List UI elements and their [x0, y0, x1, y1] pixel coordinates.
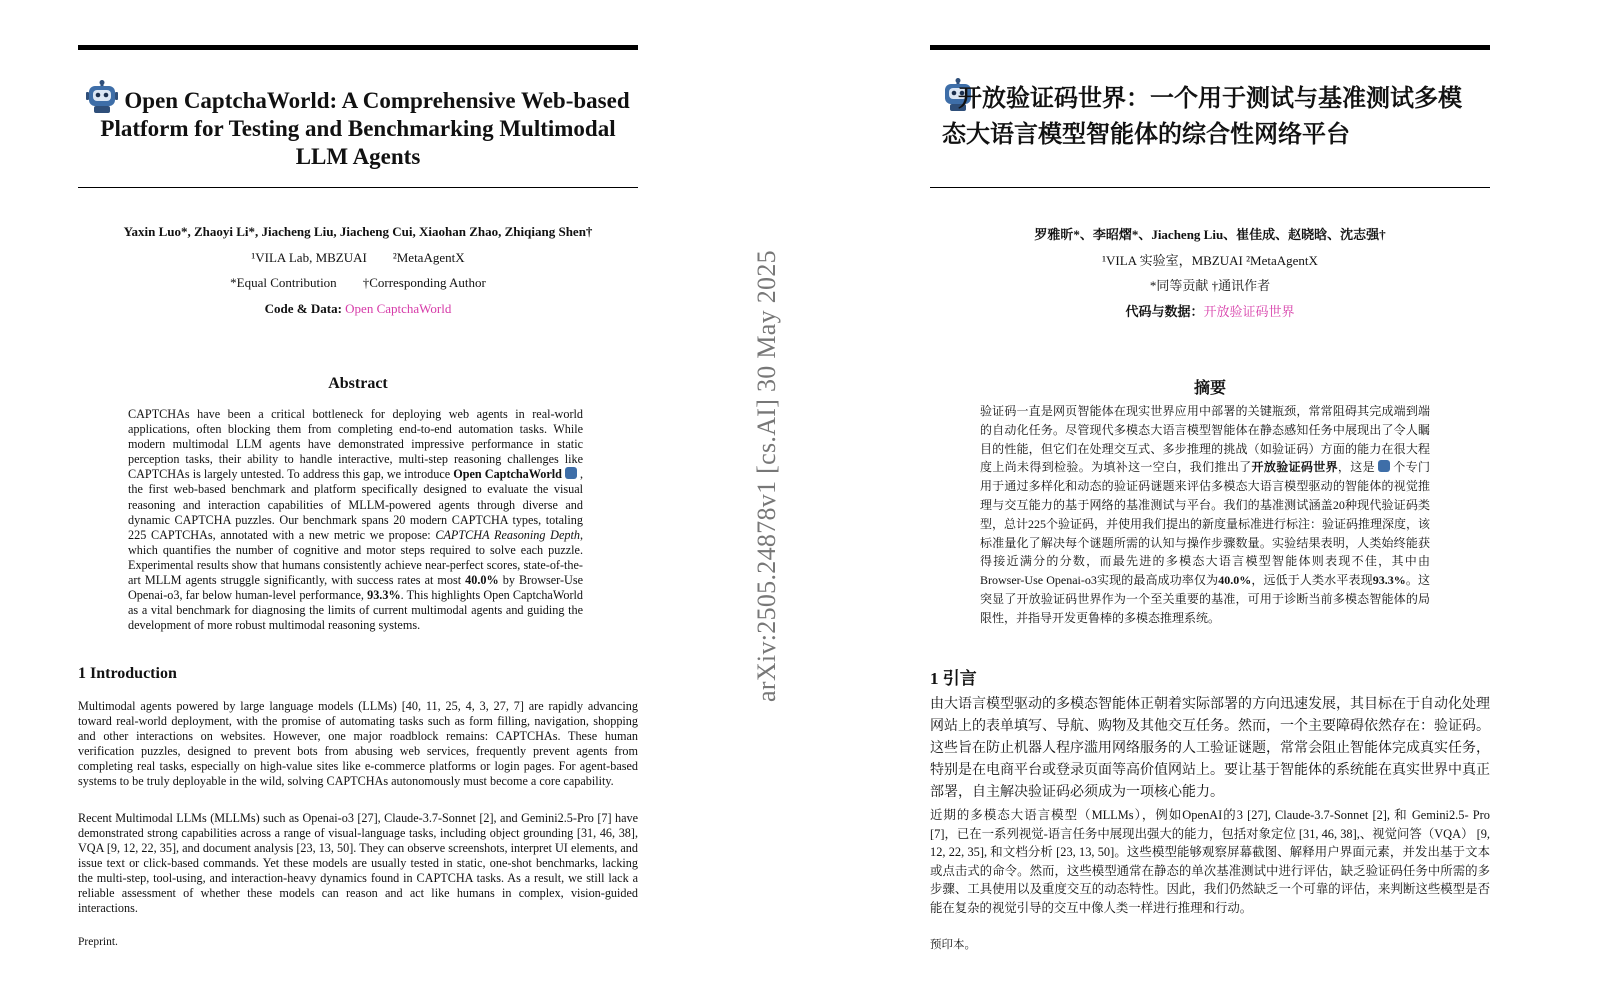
preprint-footer-zh: 预印本。 [930, 939, 976, 951]
introduction-heading: 1 Introduction [78, 665, 177, 682]
robot-mini-icon [1378, 460, 1390, 472]
affiliations-zh: ¹VILA 实验室，MBZUAI ²MetaAgentX [1102, 253, 1318, 268]
agent-success-rate: 40.0% [465, 573, 499, 588]
intro-paragraph-2: Recent Multimodal LLMs (MLLMs) such as Openai-o3 [27], Claude-3.7-Sonnet [2], and Gemini2.5-Pro [7] have demonstrated strong capabilities across a range of visual-language tasks, including object grounding [31, 46, 38], VQA [9, 12, 22, 35], and document analysis [23, 13, 50]. They can observe screenshots, interpret UI elements, and issue text or click-based commands. Yet these models are usually tested in static, one-shot benchmarks, lacking the multi-step, tool-using, and interaction-heavy dynamics found in CAPTCHA tasks. As a result, we still lack a reliable assessment of whether these models can reason and act like humans in complex, vision-guided interactions. [78, 811, 638, 915]
page-chinese [930, 0, 1490, 1000]
intro-paragraph-2-zh: 近期的多模态大语言模型（MLLMs），例如OpenAI的3 [27], Claude-3.7-Sonnet [2], 和 Gemini2.5- Pro [7]，已在一系列视觉-语言任务中展现出强大的能力，包括对象定位 [31, 46, 38],、视觉问答（VQA） [9, 12, 22, 35], 和文档分析 [23, 13, 50]。这些模型能够观察屏幕截图、解释用户界面元素，并发出基于文本或点击式的命令。然而，这些模型通常在静态的单次基准测试中进行评估，缺乏验证码任务中所需的多步骤、工具使用以及重度交互的动态特性。因此，我们仍然缺乏一个可靠的评估，来判断这些模型是否能在复杂的视觉引导的交互中像人类一样进行推理和行动。 [930, 808, 1490, 915]
robot-logo-icon [86, 80, 118, 114]
project-name: 开放验证码世界 [1251, 460, 1338, 475]
code-data-link[interactable]: 开放验证码世界 [1203, 304, 1295, 319]
robot-mini-icon [565, 467, 577, 479]
abstract-body: CAPTCHAs have been a critical bottleneck for deploying web agents in real-world applications, often blocking them from completing end-to-end automation tasks. While modern multimodal LLM agents have demonstrated impressive performance in static perception tasks, their ability to handle interactive, multi-step reasoning challenges like CAPTCHAs is largely untested. To address this gap, we introduce Open CaptchaWorld , the first web-based benchmark and platform specifically designed to evaluate the visual reasoning and interaction capabilities of MLLM-powered agents through diverse and dynamic CAPTCHA puzzles. Our benchmark spans 20 modern CAPTCHA types, totaling 225 CAPTCHAs, annotated with a new metric we propose: CAPTCHA Reasoning Depth, which quantifies the number of cognitive and motor steps required to solve each puzzle. Experimental results show that humans consistently achieve near-perfect scores, state-of-the-art MLLM agents struggle significantly, with success rates at most 40.0% by Browser-Use Openai-o3, far below human-level performance, 93.3%. This highlights Open CaptchaWorld as a vital benchmark for diagnosing the limits of current multimodal agents and guiding the development of more robust multimodal reasoning systems. [128, 407, 584, 633]
code-data-label: 代码与数据： [1125, 304, 1204, 319]
affiliation-2: ²MetaAgentX [392, 250, 465, 265]
paper-title: Open CaptchaWorld: A Comprehensive Web-based Platform for Testing and Benchmarking Multimodal LLM Agents [78, 80, 638, 171]
author-list-zh: 罗雅昕*、李昭熠*、Jiacheng Liu、崔佳成、赵晓晗、沈志强† [1034, 227, 1386, 242]
top-rule [930, 45, 1490, 50]
abstract-heading-zh: 摘要 [1193, 380, 1226, 397]
human-success-rate: 93.3% [367, 588, 401, 603]
arxiv-identifier: arXiv:2505.24878v1 [cs.AI] 30 May 2025 [752, 250, 781, 702]
affiliations [78, 250, 638, 266]
title-rule [930, 187, 1490, 188]
code-data-line [78, 301, 638, 317]
code-data-line-zh [930, 301, 1490, 320]
preprint-footer: Preprint. [78, 936, 118, 948]
corresponding-author-note: †Corresponding Author [362, 275, 486, 290]
code-data-link[interactable]: Open CaptchaWorld [345, 301, 452, 316]
human-success-rate: 93.3% [1372, 573, 1406, 588]
intro-paragraph-1: Multimodal agents powered by large language models (LLMs) [40, 11, 25, 4, 3, 27, 7] are rapidly advancing toward real-world deployment, with the promise of automating tasks such as form filling, navigation, shopping and other interactions on websites. However, one major roadblock remains: CAPTCHAs. These human verification puzzles, designed to prevent bots from abusing web services, frequently prevent agents from completing real tasks, especially on high-value sites like e-commerce platforms or login pages. For agent-based systems to be truly deployable in the wild, solving CAPTCHAs autonomously must become a core capability. [78, 699, 638, 788]
top-rule [78, 45, 638, 50]
abstract-heading: Abstract [328, 375, 388, 392]
project-name: Open CaptchaWorld [453, 467, 562, 482]
intro-paragraph-1-zh: 由大语言模型驱动的多模态智能体正朝着实际部署的方向迅速发展，其目标在于自动化处理网站上的表单填写、导航、购物及其他交互任务。然而，一个主要障碍依然存在：验证码。这些旨在防止机器人程序滥用网络服务的人工验证谜题，常常会阻止智能体完成真实任务，特别是在电商平台或登录页面等高价值网站上。要让基于智能体的系统能在真实世界中真正部署，自主解决验证码必须成为一项核心能力。 [930, 697, 1490, 800]
author-list: Yaxin Luo*, Zhaoyi Li*, Jiacheng Liu, Jiacheng Cui, Xiaohan Zhao, Zhiqiang Shen† [123, 224, 593, 239]
affiliation-1: ¹VILA Lab, MBZUAI [251, 250, 367, 265]
introduction-heading-zh: 1 引言 [930, 669, 977, 688]
title-rule [78, 187, 638, 188]
contribution-notes-zh: *同等贡献 †通讯作者 [1149, 278, 1271, 293]
equal-contribution-note: *Equal Contribution [230, 275, 337, 290]
metric-name: CAPTCHA Reasoning Depth [435, 527, 580, 542]
contribution-notes [78, 275, 638, 291]
code-data-label: Code & Data: [264, 301, 342, 316]
agent-success-rate: 40.0% [1218, 573, 1252, 588]
page-english [78, 0, 638, 1000]
paper-title-zh: 开放验证码世界：一个用于测试与基准测试多模态大语言模型智能体的综合性网络平台 [942, 78, 1482, 153]
abstract-body-zh: 验证码一直是网页智能体在现实世界应用中部署的关键瓶颈，常常阻碍其完成端到端的自动化任务。尽管现代多模态大语言模型智能体在静态感知任务中展现出了令人瞩目的性能，但它们在处理交互式、多步推理的挑战（如验证码）方面的能力在很大程度上尚未得到检验。为填补这一空白，我们推出了开放验证码世界，这是 个专门用于通过多样化和动态的验证码谜题来评估多模态大语言模型驱动的智能体的视觉推理与交互能力的基于网络的基准测试与平台。我们的基准测试涵盖20种现代验证码类型，总计225个验证码，并使用我们提出的新度量标准进行标注：验证码推理深度，该标准量化了解决每个谜题所需的认知与操作步骤数量。实验结果表明，人类始终能获得接近满分的分数，而最先进的多模态大语言模型智能体则表现不佳，其中由Browser-Use Openai-o3实现的最高成功率仅为40.0%，远低于人类水平表现93.3%。这突显了开放验证码世界作为一个至关重要的基准，可用于诊断当前多模态智能体的局限性，并指导开发更鲁棒的多模态推理系统。 [980, 404, 1431, 625]
